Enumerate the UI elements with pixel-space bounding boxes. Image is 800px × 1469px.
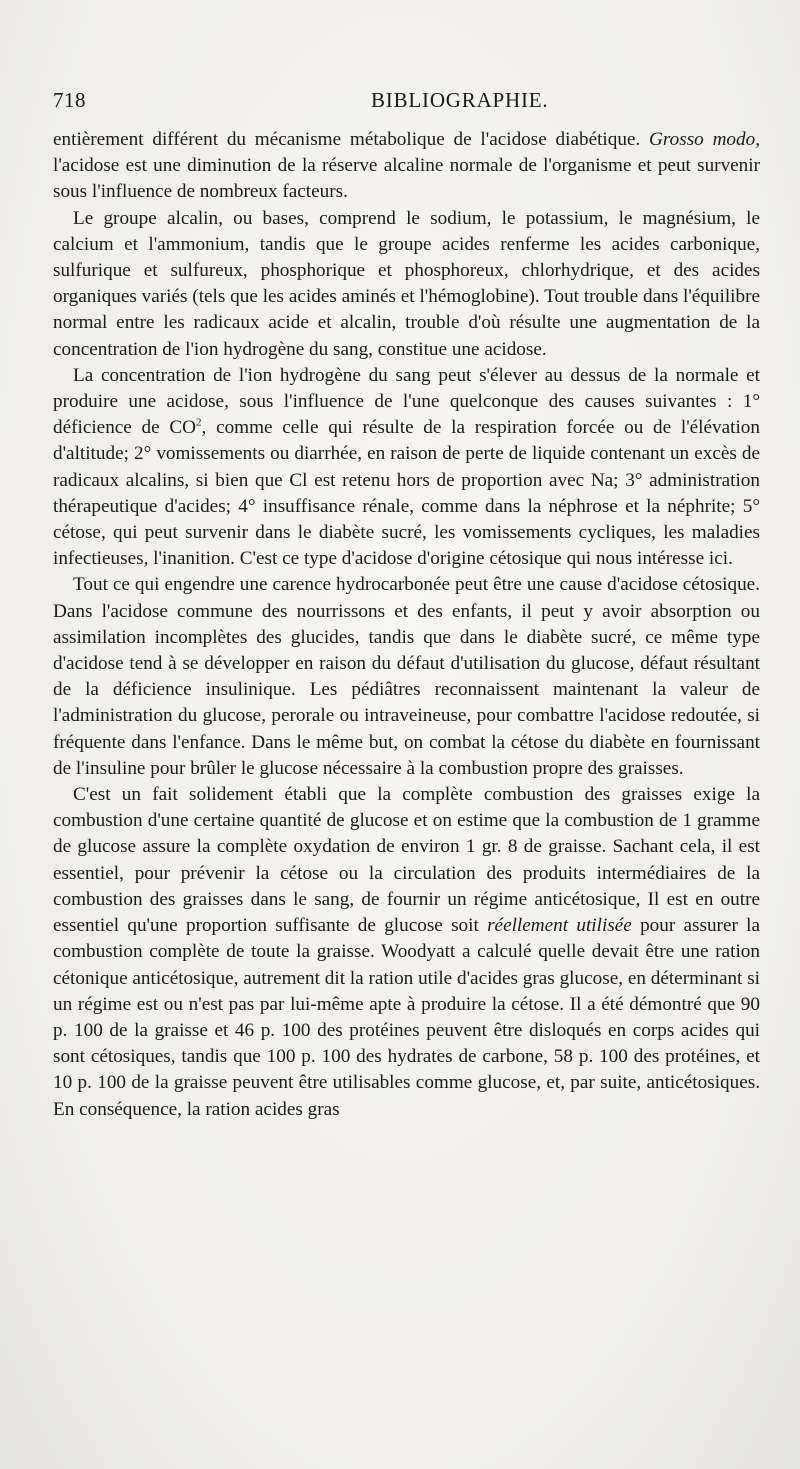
paragraph-5-italic: réellement utilisée bbox=[487, 915, 632, 937]
running-title: BIBLIOGRAPHIE. bbox=[371, 88, 549, 112]
body-text bbox=[53, 127, 760, 1123]
paragraph-2: Le groupe alcalin, ou bases, comprend le sodium, le potassium, le magnésium, le calcium et l'ammonium, tandis que le groupe acides renferme les acides carbonique, sulfurique et sulfureux, phosphorique et phosphoreux, chlorhydrique, et des acides organiques variés (tels que les acides aminés et l'hémoglobine). Tout trouble dans l'équilibre normal entre les radicaux acide et alcalin, trouble d'où résulte une augmentation de la concentration de l'ion hydrogène du sang, constitue une acidose. bbox=[53, 207, 760, 360]
paragraph-3 bbox=[53, 363, 760, 573]
paragraph-3-text-b: , comme celle qui résulte de la respiration forcée ou de l'élévation d'altitude; 2° vomissements ou diarrhée, en raison de perte de liquide contenant un excès de radicaux alcalins, si bien que Cl est retenu hors de proportion avec Na; 3° administration thérapeutique d'acides; 4° insuffisance rénale, comme dans la néphrose et la néphrite; 5° cétose, qui peut survenir dans le diabète sucré, les vomissements cycliques, les maladies infectieuses, l'inanition. C'est ce type d'acidose d'origine cétosique qui nous intéresse ici. bbox=[53, 417, 760, 570]
paragraph-5-text-c: pour assurer la combustion complète de toute la graisse. Woodyatt a calculé quelle devait être une ration cétonique anticétosique, autrement dit la ration utile d'acides gras glucose, en déterminant si un régime est ou n'est pas par lui-même apte à produire la cétose. Il a été démontré que 90 p. 100 de la graisse et 46 p. 100 des protéines peuvent être disloqués en corps acides qui sont cétosiques, tandis que 100 p. 100 des hydrates de carbone, 58 p. 100 des protéines, et 10 p. 100 de la graisse peuvent être utilisables comme glucose, et, par suite, anticétosiques. En conséquence, la ration acides gras bbox=[53, 915, 760, 1120]
page-number: 718 bbox=[53, 88, 86, 112]
page-header bbox=[53, 88, 758, 118]
paragraph-5-text-a: C'est un fait solidement établi que la complète combustion des graisses exige la combustion d'une certaine quantité de glucose et on estime que la combustion de 1 gramme de glucose assure la complète oxydation de environ 1 gr. 8 de graisse. Sachant cela, il est essentiel, pour prévenir la cétose ou la circulation des produits intermédiaires de la combustion des graisses dans le sang, de fournir un régime anticétosique, Il est en outre essentiel qu'une proportion suffisante de glucose soit bbox=[53, 784, 760, 937]
paragraph-4: Tout ce qui engendre une carence hydrocarbonée peut être une cause d'acidose cétosique. Dans l'acidose commune des nourrissons et des enfants, il peut y avoir absorption ou assimilation incomplètes des glucides, tandis que dans le diabète sucré, ce même type d'acidose tend à se développer en raison du défaut d'utilisation du glucose, défaut résultant de la déficience insulinique. Les pédiâtres reconnaissent maintenant la valeur de l'administration du glucose, perorale ou intraveineuse, pour combattre l'acidose redoutée, si fréquente dans l'enfance. Dans le même but, on combat la cétose du diabète en fournissant de l'insuline pour brûler le glucose nécessaire à la combustion propre des graisses. bbox=[53, 574, 760, 779]
paragraph-1-text-a: entièrement différent du mécanisme métabolique de l'acidose diabétique. bbox=[53, 129, 650, 150]
paragraph-3-superscript: 2 bbox=[196, 416, 202, 429]
paragraph-1-text-c: l'acidose est une diminution de la réserve alcaline normale de l'organisme et peut survenir sous l'influence de nombreux facteurs. bbox=[53, 155, 760, 203]
paragraph-1-italic: Grosso modo, bbox=[649, 129, 761, 150]
paragraph-5 bbox=[53, 782, 760, 1123]
paragraph-1 bbox=[53, 127, 760, 206]
paragraph-3-text-a: La concentration de l'ion hydrogène du sang peut s'élever au dessus de la normale et produire une acidose, sous l'influence de l'une quelconque des causes suivantes : 1° déficience de CO bbox=[53, 364, 760, 439]
